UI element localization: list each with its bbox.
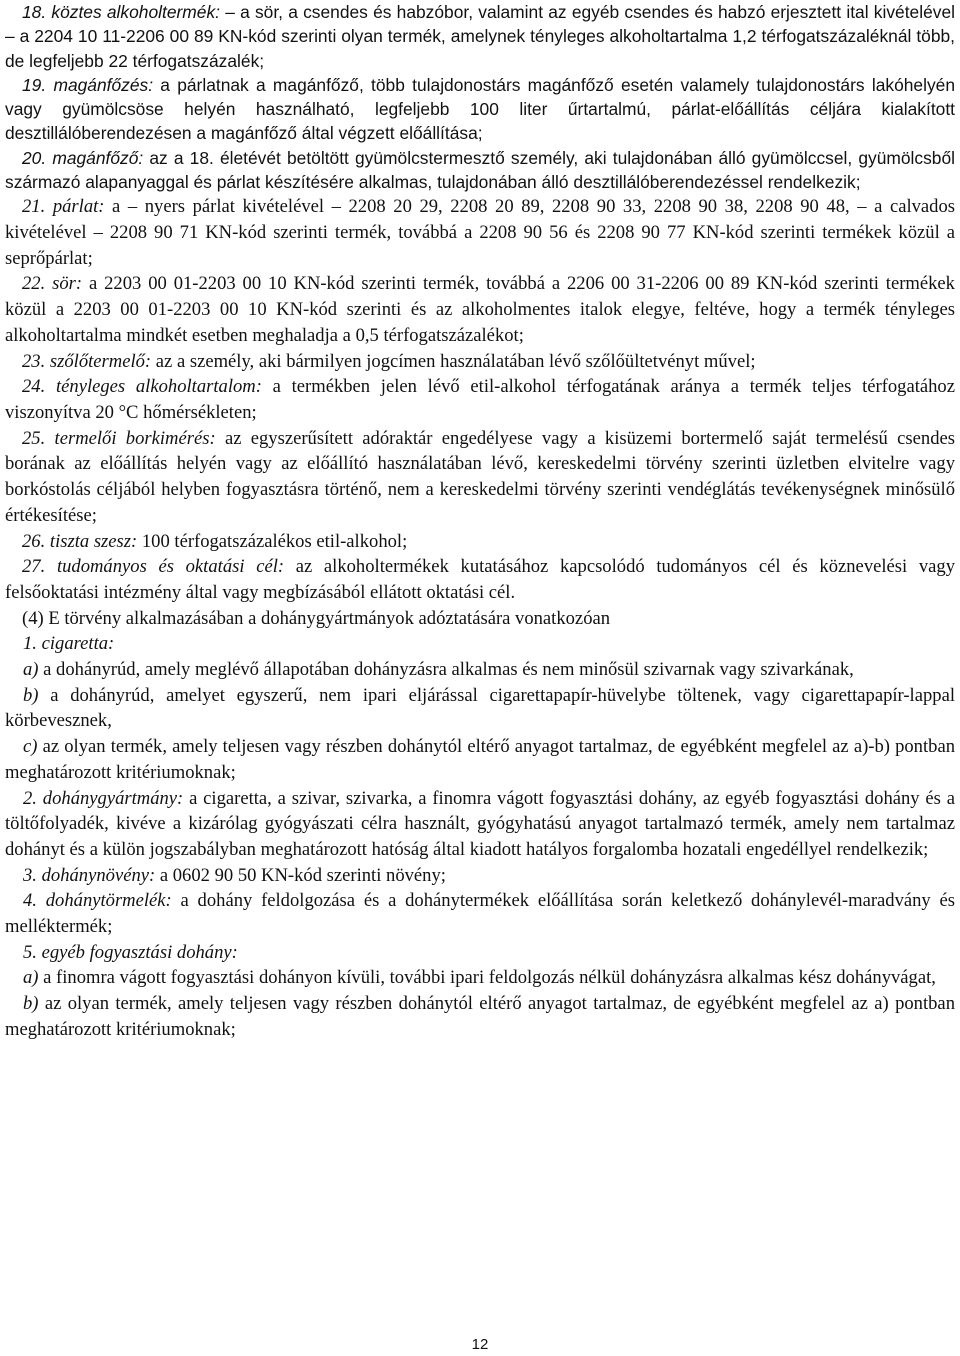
definition-text: az egyszerűsített adóraktár engedélyese vagy a kisüzemi bortermelő saját termelésű csendes borának az előállítás helyén vagy az előállító használatában lévő, kereskedelmi törvény szerinti üzletben elvitelre vagy borkóstolás céljából helyben fogyasztásra történő, nem a kereskedelmi törvény szerinti vendéglátás tevékenységnek minősülő értékesítése; [5, 427, 955, 526]
item-number: 22. [22, 273, 46, 295]
definition-dohanytormelek [5, 888, 955, 939]
definition-text: az alkoholtermékek kutatásához kapcsolódó tudományos cél és köznevelési vagy felsőoktatási intézmény által vagy megbízásából ellátott oktatási cél. [5, 556, 956, 603]
subitem-text: a dohányrúd, amelyet egyszerű, nem ipari eljárással cigarettapapír-hüvelybe töltenek, vagy cigarettapapír-lappal körbevesznek, [5, 684, 955, 732]
definition-23 [5, 349, 955, 375]
item-number: 26. [22, 530, 46, 552]
item-number: 1. [23, 633, 37, 655]
subitem-letter: c) [23, 736, 38, 758]
definition-20 [5, 146, 955, 195]
item-number: 21. [22, 196, 46, 218]
defined-term: termelői borkimérés: [54, 427, 216, 449]
item-number: 25. [22, 427, 46, 449]
subitem-5b [5, 991, 955, 1042]
defined-term: cigaretta: [41, 633, 115, 655]
definition-text: a 0602 90 50 KN-kód szerinti növény; [155, 864, 446, 886]
subitem-text: az olyan termék, amely teljesen vagy részben dohánytól eltérő anyagot tartalmaz, de egyébként megfelel az a)-b) pontban meghatározott kritériumoknak; [5, 736, 955, 783]
item-number: 3. [23, 864, 37, 886]
section-4-heading [5, 606, 955, 632]
definition-dohanygyartmany [5, 786, 955, 863]
page-number: 12 [471, 1336, 489, 1353]
definition-19 [5, 73, 955, 146]
item-number: 24. [22, 376, 46, 398]
subitem-letter: a) [23, 967, 39, 989]
definition-22 [5, 271, 955, 348]
defined-term: dohánynövény: [41, 864, 156, 886]
definition-cigaretta [5, 631, 955, 657]
defined-term: tudományos és oktatási cél: [56, 556, 285, 578]
defined-term: magánfőzés: [53, 74, 154, 95]
item-number: 27. [22, 556, 46, 578]
definition-25 [5, 426, 955, 529]
definition-26 [5, 529, 955, 555]
definition-egyeb-fogyasztasi-dohany [5, 940, 955, 966]
defined-term: tényleges alkoholtartalom: [55, 376, 262, 398]
subitem-letter: a) [23, 659, 39, 681]
item-number: 23. [22, 350, 46, 372]
subitem-1c [5, 734, 955, 785]
definition-text: – a sör, a csendes és habzóbor, valamint az egyéb csendes és habzó erjesztett ital kivételével – a 2204 10 11-2206 00 89 KN-kód szerinti olyan termék, amelynek tényleges alkoholtartalma 1,2 térfogatszázaléknál több, de legfeljebb 22 térfogatszázalék; [5, 2, 955, 71]
subitem-1a [5, 657, 955, 683]
item-number: 20. [22, 147, 47, 168]
subitem-text: a finomra vágott fogyasztási dohányon kívüli, további ipari feldolgozás nélkül dohányzásra alkalmas kész dohányvágat, [38, 967, 936, 989]
defined-term: tiszta szesz: [49, 530, 138, 552]
item-number: 2. [23, 787, 37, 809]
subitem-letter: b) [23, 993, 39, 1015]
item-number: 4. [23, 890, 37, 912]
definition-24 [5, 374, 955, 425]
subitem-letter: b) [23, 684, 39, 706]
definition-dohanynoveny [5, 863, 955, 889]
defined-term: dohánytörmelék: [45, 890, 172, 912]
definition-text: a – nyers párlat kivételével – 2208 20 29, 2208 20 89, 2208 90 33, 2208 90 38, 2208 90 48, – a calvados kivételével – 2208 90 71 KN-kód szerinti termék, továbbá a 2208 90 56 és 2208 90 77 KN-kód szerinti termékek közül a seprőpárlat; [5, 196, 955, 269]
defined-term: dohánygyártmány: [42, 787, 184, 809]
definition-21 [5, 194, 955, 271]
definition-text: a párlatnak a magánfőző, több tulajdonostárs magánfőző esetén valamely tulajdonostárs lakóhelyén vagy gyümölcsöse helyén használható, legfeljebb 100 liter űrtartalmú, párlat-előállítás céljára kialakított desztillálóberendezésen a magánfőző által végzett előállítása; [5, 74, 955, 144]
definition-text: az a személy, aki bármilyen jogcímen használatában lévő szőlőültetvényt művel; [151, 350, 756, 372]
defined-term: szőlőtermelő: [49, 350, 152, 372]
definition-27 [5, 554, 955, 605]
definition-text: a dohány feldolgozása és a dohánytermékek előállítása során keletkező dohánylevél-maradvány és melléktermék; [5, 890, 955, 938]
defined-term: köztes alkoholtermék: [51, 2, 220, 22]
defined-term: magánfőző: [52, 147, 144, 168]
definition-text: az a 18. életévét betöltött gyümölcstermesztő személy, aki tulajdonában álló gyümölccsel, gyümölcsből származó alapanyaggal és párlat készítésére alkalmas, tulajdonában álló desztillálóberendezéssel rendelkezik; [5, 147, 955, 193]
definition-text: a 2203 00 01-2203 00 10 KN-kód szerinti termék, továbbá a 2206 00 31-2206 00 89 KN-kód szerinti termékek közül a 2203 00 01-2203 00 10 KN-kód szerinti és az alkoholmentes italok elegye, feltéve, hogy a termék tényleges alkoholtartalma mindkét esetben meghaladja a 0,5 térfogatszázalékot; [5, 273, 955, 346]
definition-text: a termékben jelen lévő etil-alkohol térfogatának aránya a termék teljes térfogatához viszonyítva 20 °C hőmérsékleten; [5, 376, 955, 423]
definition-18 [5, 0, 955, 73]
item-number: 18. [22, 2, 47, 22]
document-body [5, 0, 955, 1043]
subitem-text: az olyan termék, amely teljesen vagy részben dohánytól eltérő anyagot tartalmaz, de egyébként megfelel az a) pontban meghatározott kritériumoknak; [5, 993, 955, 1040]
subitem-text: a dohányrúd, amely meglévő állapotában dohányzásra alkalmas és nem minősül szivarnak vagy szivarkának, [38, 659, 854, 681]
subitem-5a [5, 965, 955, 991]
defined-term: egyéb fogyasztási dohány: [41, 941, 238, 963]
section-text: (4) E törvény alkalmazásában a dohánygyártmányok adóztatására vonatkozóan [22, 607, 611, 629]
item-number: 5. [23, 941, 37, 963]
subitem-1b [5, 683, 955, 734]
defined-term: párlat: [52, 196, 105, 218]
defined-term: sör: [52, 273, 83, 295]
definition-text: a cigaretta, a szivar, szivarka, a finomra vágott fogyasztási dohány, az egyéb fogyasztási dohány és a töltőfolyadék, kivéve a kizárólag gyógyászati célra használt, gyógyhatású anyagot tartalmazó termék, amely nem tartalmaz dohányt és a külön jogszabályban meghatározott hatóság által kiadott hatályos forgalomba hozatali engedéllyel rendelkezik; [5, 787, 956, 860]
definition-text: 100 térfogatszázalékos etil-alkohol; [137, 530, 408, 552]
item-number: 19. [22, 74, 47, 95]
